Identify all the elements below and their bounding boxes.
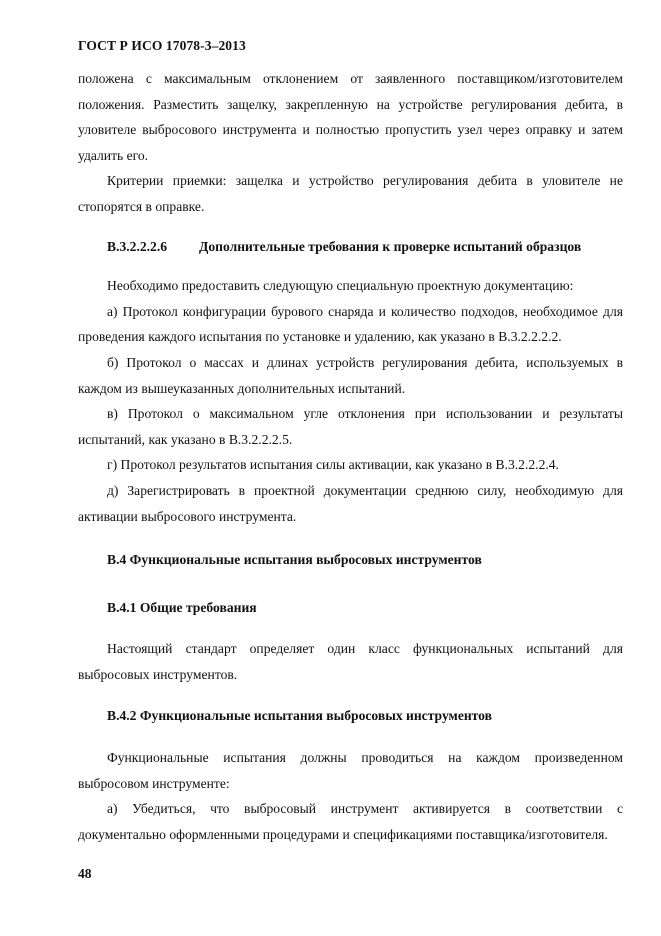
- list-item-a-functional: а) Убедиться, что выбросовый инструмент активируется в соответствии с документально оформленными процедурами и спецификациями поставщика/изготовителя.: [78, 801, 623, 842]
- list-item-c: в) Протокол о максимальном угле отклонения при использовании и результаты испытаний, как указано в В.3.2.2.2.5.: [78, 406, 623, 447]
- list-item-e: д) Зарегистрировать в проектной документации среднюю силу, необходимую для активации выбросового инструмента.: [78, 482, 623, 524]
- section-heading-b4-1: В.4.1 Общие требования: [107, 599, 257, 615]
- paragraph-continuation: положена с максимальным отклонением от заявленного поставщиком/изготовителем положения. Разместить защелку, закрепленную на устройстве регулирования дебита, в уловителе выбросового инструмента и полностью пропустить узел через оправку и затем удалить его.: [78, 71, 623, 163]
- section-heading-b3-2-2-2-6: [78, 234, 623, 260]
- section-title: Дополнительные требования к проверке испытаний образцов: [199, 238, 582, 254]
- paragraph-functional-tests: Функциональные испытания должны проводиться на каждом произведенном выбросовом инструменте:: [78, 750, 623, 791]
- page-number: 48: [78, 866, 92, 881]
- section-number: В.3.2.2.2.6: [107, 238, 168, 254]
- list-item-a: а) Протокол конфигурации бурового снаряда и количество подходов, необходимое для проведения каждого испытания по установке и удалению, как указано в В.3.2.2.2.2.: [78, 303, 623, 345]
- paragraph-general-requirements: Настоящий стандарт определяет один класс функциональных испытаний для выбросовых инструментов.: [78, 641, 623, 682]
- list-item-d: г) Протокол результатов испытания силы активации, как указано в В.3.2.2.2.4.: [107, 457, 559, 473]
- standard-header: ГОСТ Р ИСО 17078-3–2013: [78, 38, 246, 53]
- section-heading-b4: В.4 Функциональные испытания выбросовых инструментов: [107, 552, 482, 568]
- section-heading-b4-2: В.4.2 Функциональные испытания выбросовых инструментов: [107, 708, 492, 724]
- paragraph-acceptance-criteria: Критерии приемки: защелка и устройство регулирования дебита в уловителе не стопорятся в оправке.: [78, 173, 623, 214]
- paragraph-documentation-intro: Необходимо предоставить следующую специальную проектную документацию:: [107, 278, 574, 294]
- document-body: [78, 66, 623, 847]
- list-item-b: б) Протокол о массах и длинах устройств регулирования дебита, используемых в каждом из вышеуказанных дополнительных испытаний.: [78, 354, 623, 396]
